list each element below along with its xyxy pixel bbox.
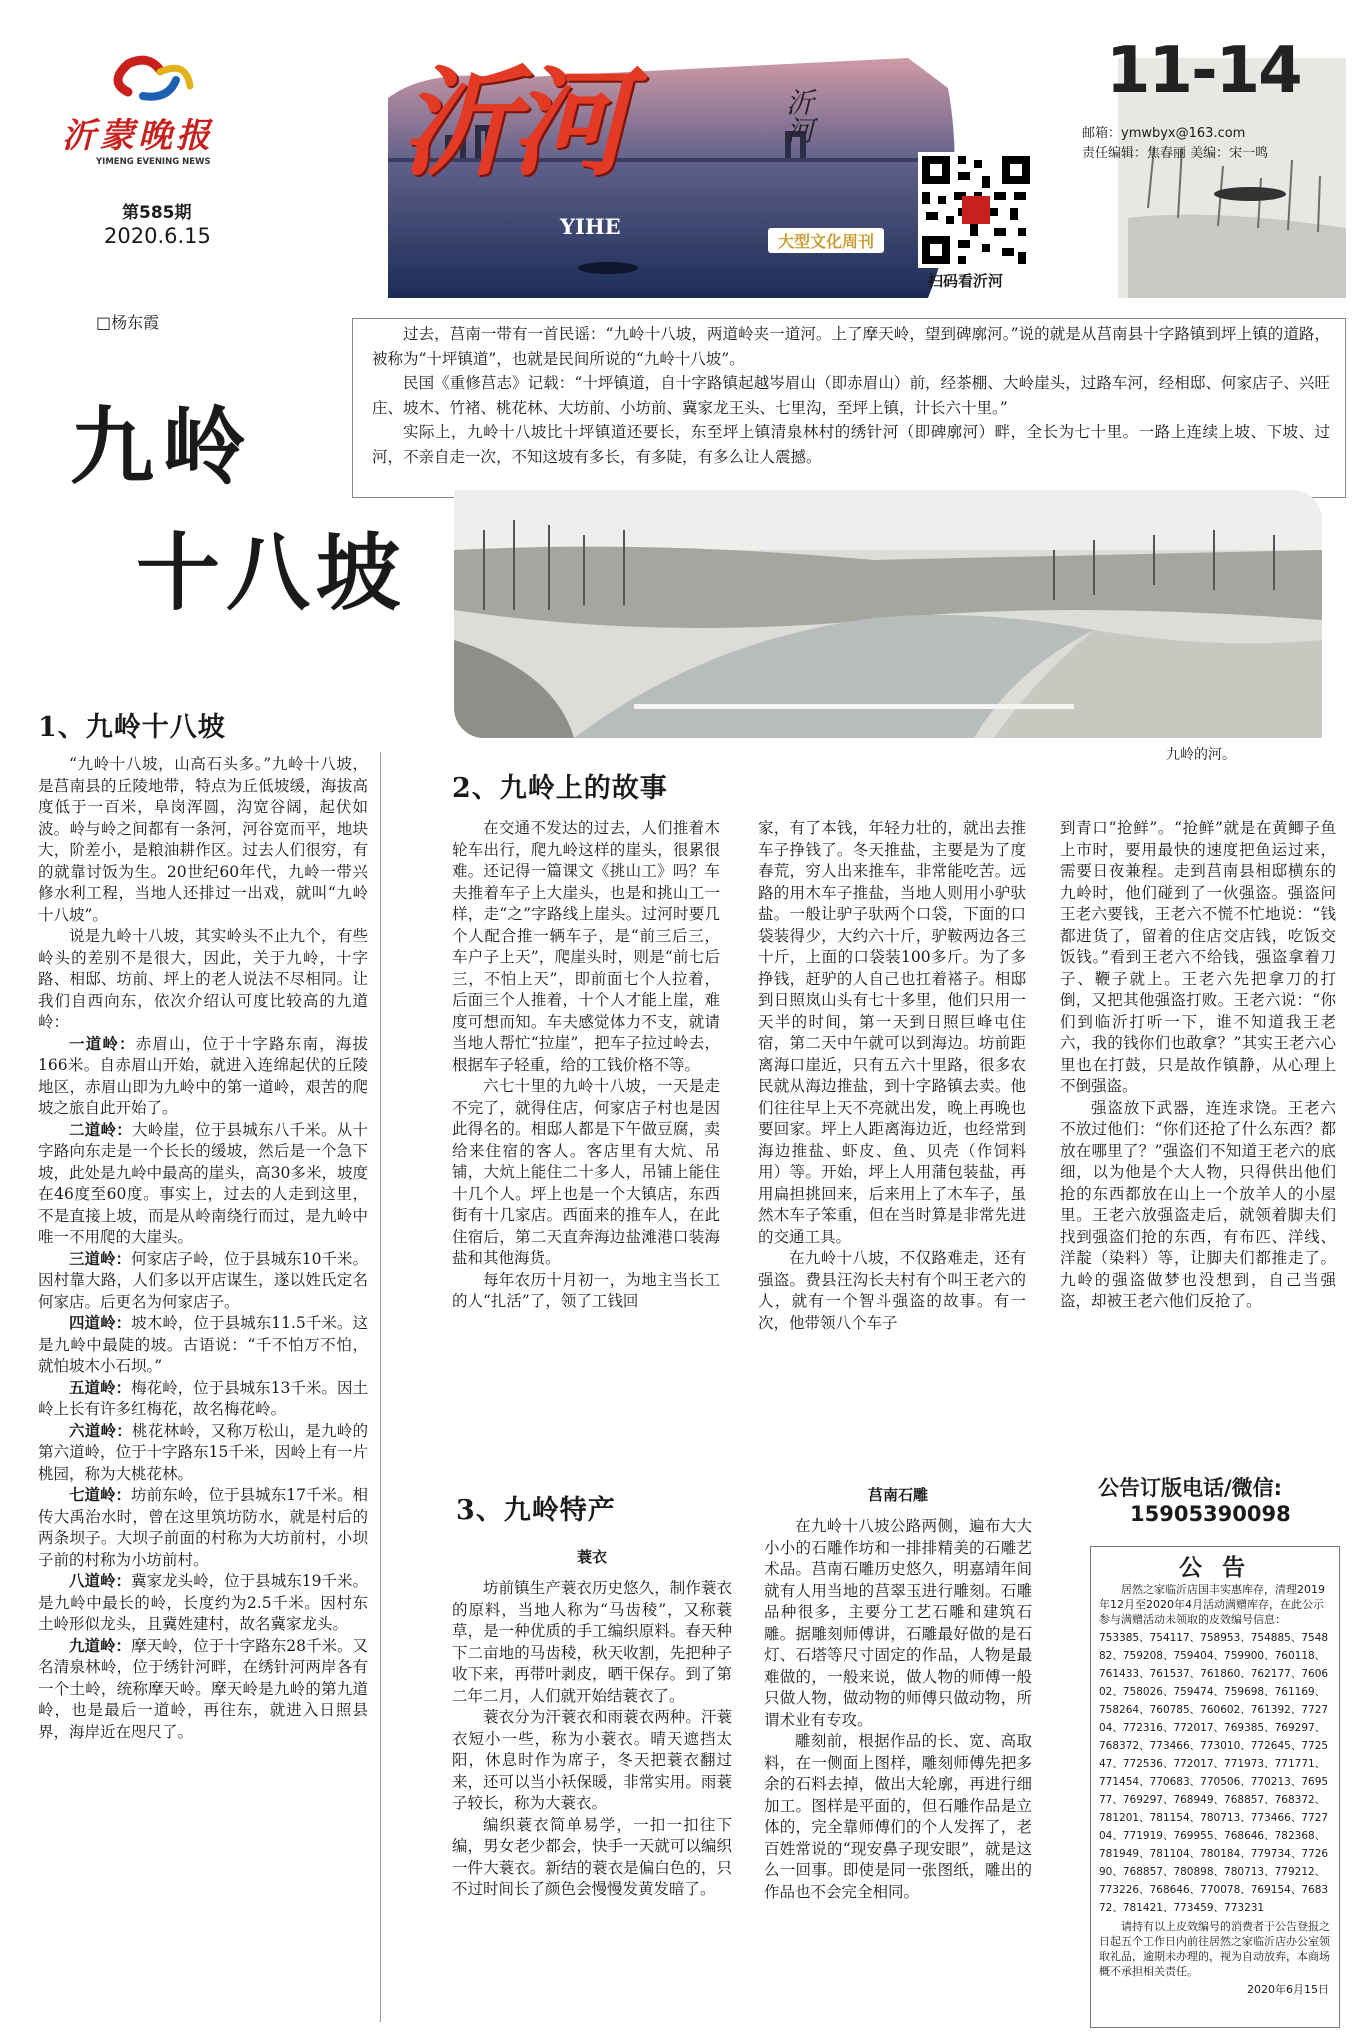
qr-code [918, 152, 1034, 268]
ridge-name: 五道岭： [69, 1378, 132, 1397]
ridge-item [38, 1313, 368, 1378]
ridge-name: 八道岭： [69, 1572, 132, 1590]
section-2-col3 [1060, 818, 1336, 1313]
body-paragraph: 每年农历十月初一，为地主当长工的人“扎活”了，领了工钱回 [452, 1270, 720, 1310]
section-2-heading: 2、九岭上的故事 [452, 773, 668, 804]
ridge-item [38, 1378, 368, 1421]
ridge-item [38, 1034, 368, 1120]
ridge-item [38, 1571, 368, 1636]
intro-paragraph: 实际上，九岭十八坡比十坪镇道还要长，东至坪上镇清泉林村的绣针河（即碑廓河）畔，全长为七十里。一路上连续上坡、下坡、过河，不亲自走一次，不知这坡有多长，有多陡，有多么让人震撼。 [372, 423, 1330, 466]
section-title: 沂河 [400, 53, 621, 192]
editor-credits: 责任编辑：焦春丽 美编：宋一鸣 [1082, 146, 1269, 161]
section-3-col2 [764, 1516, 1032, 1903]
body-paragraph: 坊前镇生产蓑衣历史悠久，制作蓑衣的原料，当地人称为“马齿稜”，又称蓑草，是一种优质的手工编织原料。春天种下二亩地的马齿稜，秋天收割，先把种子收下来，再带叶剥皮，晒干保存。到了第二年二月，人们就开始结蓑衣了。 [452, 1579, 732, 1705]
ridge-text: 赤眉山，位于十字路东南，海拔166米。自赤眉山开始，就进入连绵起伏的丘陵地区，赤眉山即为九岭中的第一道岭，艰苦的爬坡之旅自此开始了。 [38, 1034, 368, 1117]
intro-paragraph: 民国《重修莒志》记载：“十坪镇道，自十字路镇起越岑眉山（即赤眉山）前，经茶棚、大岭崖头，过路车河，经相邸、何家店子、兴旺庄、坡木、竹褚、桃花林、大坊前、小坊前、冀家龙王头、七里沟，至坪上镇，计长六十里。” [372, 374, 1330, 417]
subheading-suoyi: 蓑衣 [576, 1548, 607, 1566]
editor-email: 邮箱：ymwbyx@163.com [1082, 126, 1246, 141]
ad-hotline-number: 15905390098 [1130, 1502, 1291, 1526]
ridge-text: 冀家龙头岭，位于县城东19千米。是九岭中最长的岭，长度约为2.5千米。因村东土岭形似龙头，且冀姓建村，故名冀家龙头。 [38, 1572, 368, 1633]
intro-text [372, 322, 1330, 469]
section-seal: 沂河 [782, 88, 815, 144]
section-1-heading: 1、九岭十八坡 [38, 712, 226, 743]
body-paragraph: 编织蓑衣简单易学，一扣一扣往下编，男女老少都会，快手一天就可以编织一件大蓑衣。新结的蓑衣是偏白色的，只不过时间长了颜色会慢慢发黄发暗了。 [452, 1815, 732, 1898]
ridge-text: 梅花岭，位于县城东13千米。因土岭上长有许多红梅花，故名梅花岭。 [38, 1378, 368, 1418]
subheading-shidiao: 莒南石雕 [867, 1486, 928, 1504]
body-paragraph: 雕刻前，根据作品的长、宽、高取料，在一侧面上图样，雕刻师傅先把多余的石料去掉，做出大轮廓，再进行细加工。图样是平面的，但石雕作品是立体的，完全靠师傅们的个人发挥了，老百姓常说的“现安鼻子现安眼”，就是这么一回事。即使是同一张图纸，雕出的作品也不会完全相同。 [764, 1732, 1032, 1901]
notice-date: 2020年6月15日 [1247, 1983, 1329, 1996]
ridge-item [38, 1120, 368, 1249]
notice-footer: 请持有以上皮效编号的消费者于公告登报之日起五个工作日内前往居然之家临沂店办公室领取礼品，逾期未办理的，视为自动放弃，本商场概不承担相关责任。 [1099, 1920, 1330, 1978]
notice-box [1090, 1546, 1340, 2028]
ridge-text: 何家店子岭，位于县城东10千米。因村靠大路，人们多以开店谋生，遂以姓氏定名何家店。后更名为何家店子。 [38, 1249, 368, 1311]
ridge-item [38, 1249, 368, 1314]
section-1-body [38, 754, 368, 1743]
qr-caption: 扫码看沂河 [928, 272, 1004, 290]
notice-intro: 居然之家临沂店国丰实惠库存，清理2019年12月至2020年4月活动满赠库存，在此公示参与满赠活动未领取的皮效编号信息： [1099, 1583, 1325, 1626]
column-divider [380, 752, 381, 2022]
section-2-col2 [758, 818, 1026, 1334]
photo-caption: 九岭的河。 [1166, 747, 1236, 763]
ridge-name: 一道岭： [69, 1034, 136, 1053]
paper-name: 沂蒙晚报 [62, 116, 214, 156]
ridge-text: 大岭崖，位于县城东八千米。从十字路向东走是一个长长的缓坡，然后是一个急下坡，此处是九岭中最高的崖头，高30多米，坡度在46度至60度。事实上，过去的人走到这里，不是直接上坡，而是从岭南绕行而过，是九岭中唯一不用爬的大崖头。 [38, 1120, 368, 1246]
ridge-text: 坊前东岭，位于县城东17千米。相传大禹治水时，曾在这里筑坊防水，就是村后的两条坝子。大坝子前面的村称为大坊前村，小坝子前的村称为小坊前村。 [38, 1486, 368, 1569]
section-2-col1 [452, 818, 720, 1313]
ridge-name: 九道岭： [69, 1636, 132, 1655]
ridge-item [38, 1485, 368, 1571]
ad-hotline-label: 公告订版电话/微信: [1098, 1476, 1283, 1500]
ridge-name: 三道岭： [69, 1249, 132, 1268]
body-paragraph: 强盗放下武器，连连求饶。王老六不放过他们：“你们还抢了什么东西？都放在哪里了？”强盗们不知道王老六的底细，以为他是个大人物，只得供出他们抢的东西都放在山上一个放羊人的小屋里。王老六放强盗走后，就领着脚夫们找到强盗们抢的东西，有布匹、洋线、洋靛（染料）等，让脚夫们都推走了。九岭的强盗做梦也没想到，自己当强盗，却被王老六他们反抢了。 [1060, 1098, 1336, 1310]
body-paragraph: 蓑衣分为汗蓑衣和雨蓑衣两种。汗蓑衣短小一些，称为小蓑衣。晴天遮挡太阳，休息时作为席子，冬天把蓑衣翻过来，还可以当小袄保暖，非常实用。雨蓑子较长，称为大蓑衣。 [452, 1708, 732, 1812]
notice-numbers: 753385、754117、758953、754885、754882、759208、759404、759900、760118、761433、761537、761860、762177、760602、758026、759474、759698、761169、758264、760785、760602、761392、772704、772316、772017、769385、769297、768372、773466、773010、772645、772547、772536、772017、771973、771771、771454、770683、770506、770213、769577、769297、768949、768857、768372、781201、781154、780713、773466、772704、771919、769955、768646、782368、781949、781104、780184、779734、772690、768857、780898、780713、779212、773226、768646、770078、769154、768372、781421、773459、773231 [1099, 1632, 1329, 1914]
page-number: 11-14 [1106, 34, 1301, 108]
ridge-item [38, 1421, 368, 1486]
body-paragraph: “九岭十八坡，山高石头多。”九岭十八坡，是莒南县的丘陵地带，特点为丘低坡缓，海拔高度低于一百米，阜岗浑圆，沟宽谷阔，起伏如波。岭与岭之间都有一条河，河谷宽而平，地块大，阶差小，是粮油耕作区。过去人们很穷，有的就靠讨饭为生。20世纪60年代，九岭一带兴修水利工程，当地人还排过一出戏，就叫“九岭十八坡”。 [38, 755, 368, 924]
intro-paragraph: 过去，莒南一带有一首民谣：“九岭十八坡，两道岭夹一道河。上了摩天岭，望到碑廓河。”说的就是从莒南县十字路镇到坪上镇的道路，被称为“十坪镇道”，也就是民间所说的“九岭十八坡”。 [372, 325, 1330, 368]
ridge-name: 七道岭： [69, 1486, 132, 1504]
ridge-text: 桃花林岭，又称万松山，是九岭的第六道岭，位于十字路东15千米，因岭上有一片桃园，称为大桃花林。 [38, 1421, 368, 1483]
paper-name-en: YIMENG EVENING NEWS [96, 157, 211, 167]
body-paragraph: 在九岭十八坡，不仅路难走，还有强盗。费县汪沟长夫村有个叫王老六的人，就有一个智斗强盗的故事。有一次，他带领八个车子 [758, 1249, 1026, 1332]
ridge-text: 摩天岭，位于十字路东28千米。又名清泉林岭，位于绣针河畔，在绣针河两岸各有一个土岭，统称摩天岭。摩天岭是九岭的第九道岭，也是最后一道岭，再往东，就进入日照县界，海岸近在咫尺了。 [38, 1636, 368, 1741]
section-3-heading: 3、九岭特产 [456, 1495, 616, 1526]
paper-logo [98, 52, 208, 112]
ridge-name: 六道岭： [69, 1421, 132, 1440]
ridge-name: 四道岭： [69, 1314, 132, 1332]
body-paragraph: 六七十里的九岭十八坡，一天是走不完了，就得住店，何家店子村也是因此得名的。相邸人都是下午做豆腐，卖给来住宿的客人。客店里有大炕、吊铺，大炕上能住二十多人，吊铺上能住十几个人。坪上也是一个大镇店，东西街有十几家店。西面来的推车人，在此住宿后，第二天直奔海边盐滩港口装海盐和其他海货。 [452, 1077, 720, 1267]
article-title-line2: 十八坡 [136, 523, 407, 622]
article-title-line1: 九岭 [70, 397, 255, 496]
body-paragraph: 在九岭十八坡公路两侧，遍布大大小小的石雕作坊和一排排精美的石雕艺术品。莒南石雕历史悠久，明嘉靖年间就有人用当地的莒翠玉进行雕刻。石雕品种很多，主要分工艺石雕和建筑石雕。据雕刻师傅讲，石雕最好做的是石灯、石塔等尺寸固定的作品，人物是最难做的，一般来说，做人物的师傅一般只做人物，做动物的师傅只做动物，所谓术业有专攻。 [764, 1517, 1032, 1729]
body-paragraph: 说是九岭十八坡，其实岭头不止九个，有些岭头的差别不是很大，因此，关于九岭，十字路、相邸、坊前、坪上的老人说法不尽相同。让我们自西向东，依次介绍认可度比较高的九道岭： [38, 927, 368, 1031]
issue-number: 第585期 [122, 203, 192, 223]
section-pinyin: YIHE [560, 214, 621, 239]
ridge-item [38, 1636, 368, 1744]
ridge-name: 二道岭： [69, 1120, 132, 1139]
notice-title: 公 告 [1178, 1555, 1251, 1581]
section-tag: 大型文化周刊 [768, 228, 884, 253]
issue-date: 2020.6.15 [104, 224, 211, 248]
body-paragraph: 到青口“抢鲜”。“抢鲜”就是在黄鲫子鱼上市时，要用最快的速度把鱼运过来，需要日夜兼程。走到莒南县相邸横东的九岭时，他们碰到了一伙强盗。强盗问王老六要钱，王老六不慌不忙地说：“钱都进货了，留着的住店交店钱，吃饭交饭钱。”看到王老六不给钱，强盗拿着刀子、鞭子就上。王老六先把拿刀的打倒，又把其他强盗打败。王老六说：“你们到临沂打听一下，谁不知道我王老六，我的钱你们也敢拿？”其实王老六心里也在打鼓，只是故作镇静，从心理上不倒强盗。 [1060, 819, 1336, 1095]
section-3-col1 [452, 1578, 732, 1901]
body-paragraph: 在交通不发达的过去，人们推着木轮车出行，爬九岭这样的崖头，很累很难。还记得一篇课文《挑山工》吗？车夫推着车子上大崖头，也是和挑山工一样，走“之”字路线上崖头。过河时要几个人配合推一辆车子，是“前三后三，车户子上天”，爬崖头时，则是“前七后三，不怕上天”，即前面七个人拉着，后面三个人推着，十个人才能上崖，难度可想而知。车夫感觉体力不支，就请当地人帮忙“拉崖”，把车子拉过岭去，根据车子轻重，给的工钱价格不等。 [452, 819, 720, 1074]
body-paragraph: 家，有了本钱，年轻力壮的，就出去推车子挣钱了。冬天推盐，主要是为了度春荒，穷人出来推车，非常能吃苦。远路的用木车子推盐，当地人则用小驴驮盐。一般让驴子驮两个口袋，下面的口袋装得少，大约六十斤，驴鞍两边各三十斤，上面的口袋装100多斤。为了多挣钱，赶驴的人自己也扛着褡子。相邸到日照岚山头有七十多里，他们只用一天半的时间，第一天到日照巨峰屯住宿，第二天中午就可以到海边。坊前距离海口崖近，只有五六十里路，很多农民就从海边推盐，到十字路镇去卖。他们往往早上天不亮就出发，晚上再晚也要回家。坪上人距离海边近，也经常到海边推盐、虾皮、鱼、贝壳（作饲料用）等。开始，坪上人用蒲包装盐，再用扁担挑回来，后来用上了木车子，虽然木车子笨重，但在当时算是非常先进的交通工具。 [758, 819, 1026, 1246]
river-photo [454, 490, 1322, 738]
ridge-text: 坡木岭，位于县城东11.5千米。这是九岭中最陡的坡。古语说：“千不怕万不怕，就怕坡木小石坝。” [38, 1314, 368, 1375]
author-byline: □杨东霞 [96, 313, 160, 332]
